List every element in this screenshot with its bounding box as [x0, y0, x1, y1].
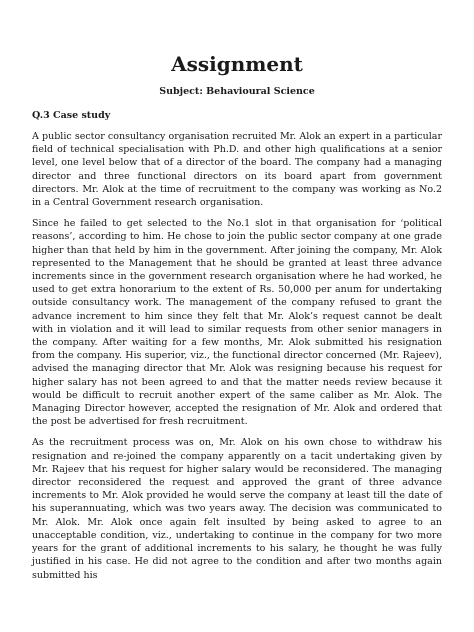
document-title: Assignment [171, 52, 303, 76]
document-subtitle: Subject: Behavioural Science [159, 86, 315, 97]
body-paragraph-3: As the recruitment process was on, Mr. Alok on his own chose to withdraw his resignation and re-joined the company apparently on a tacit undertaking given by Mr. Rajeev that his request for higher salary would be reconsidered. The managing director reconsidered the request and approved the grant of three advance increments to Mr. Alok provided he would serve the company at least till the date of his superannuating, which was two years away. The decision was communicated to Mr. Alok. Mr. Alok once again felt insulted by being asked to agree to an unacceptable condition, viz., undertaking to continue in the company for two more years for the grant of additional increments to his salary, he thought he was fully justified in his case. He did not agree to the condition and after two months again submitted his [32, 437, 442, 581]
section-heading: Q.3 Case study [32, 110, 111, 121]
body-paragraph-2: Since he failed to get selected to the No.1 slot in that organisation for ‘political reasons’, according to him. He chose to join the public sector company at one grade higher than that held by him in the government. After joining the company, Mr. Alok represented to the Management that he should be granted at least three advance increments since in the government research organisation where he had worked, he used to get extra honorarium to the extent of Rs. 50,000 per anum for undertaking outside consultancy work. The management of the company refused to grant the advance increment to him since they felt that Mr. Alok’s request cannot be dealt with in violation and it will lead to similar requests from other senior managers in the company. After waiting for a few months, Mr. Alok submitted his resignation from the company. His superior, viz., the functional director concerned (Mr. Rajeev), advised the managing director that Mr. Alok was resigning because his request for higher salary has not been agreed to and that the matter needs review because it would be difficult to recruit another expert of the same caliber as Mr. Alok. The Managing Director however, accepted the resignation of Mr. Alok and ordered that the post be advertised for fresh recruitment. [32, 218, 442, 428]
body-paragraph-1: A public sector consultancy organisation recruited Mr. Alok an expert in a particular field of technical specialisation with Ph.D. and other high qualifications at a senior level, one level below that of a director of the board. The company had a managing director and three functional directors on its board apart from government directors. Mr. Alok at the time of recruitment to the company was working as No.2 in a Central Government research organisation. [32, 131, 442, 209]
